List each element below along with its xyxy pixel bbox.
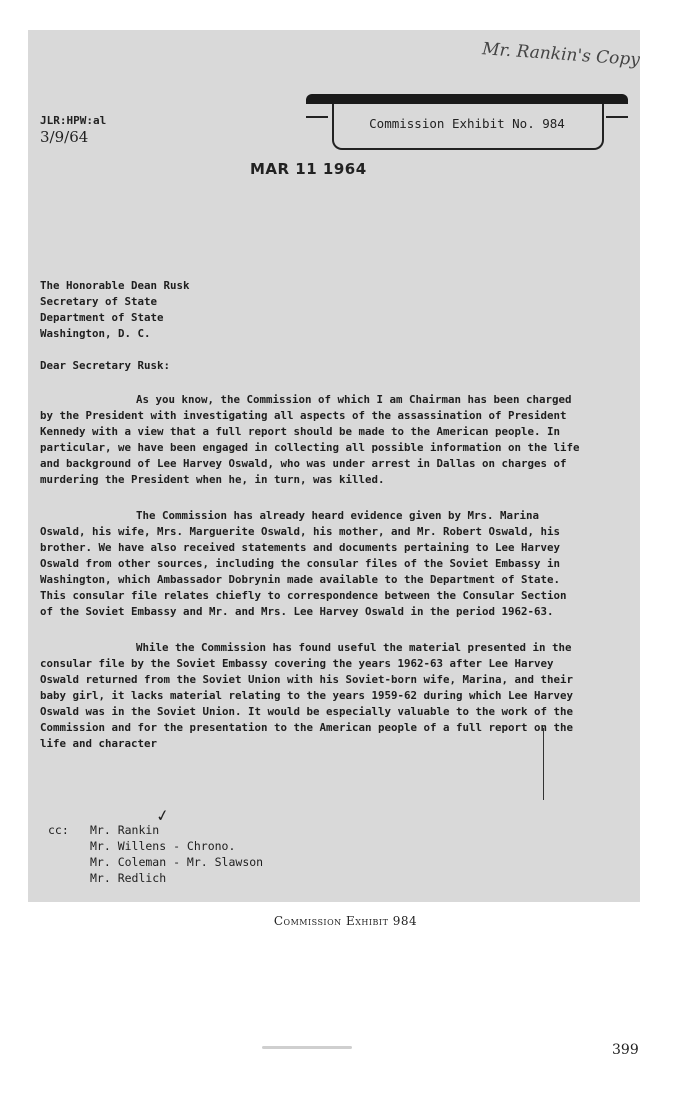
cc-row [48,870,263,886]
exhibit-tab [306,94,628,152]
exhibit-tab-left-tick [306,116,328,118]
scanned-document [28,30,640,902]
cc-spacer [48,838,90,854]
margin-mark [543,728,544,800]
exhibit-tab-label: Commission Exhibit No. 984 [369,116,565,131]
cc-recipient: Mr. Coleman - Mr. Slawson [90,855,264,869]
reference-block [40,112,106,146]
exhibit-tab-bar [306,94,628,104]
handwritten-note: Mr. Rankin's Copy [481,39,640,71]
addressee-line: The Honorable Dean Rusk [40,279,190,292]
cc-recipient: Mr. Redlich [90,871,167,885]
addressee-line: Washington, D. C. [40,327,151,340]
addressee-line: Department of State [40,311,164,324]
cc-row [48,822,263,838]
letter-body [40,278,580,752]
cc-recipient: Mr. Willens - Chrono. [90,839,236,853]
salutation: Dear Secretary Rusk: [40,359,171,372]
cc-spacer [48,870,90,886]
cc-label: cc: [48,823,69,837]
received-date-stamp: MAR 11 1964 [250,160,367,178]
exhibit-caption: Commission Exhibit 984 [273,914,418,928]
cc-row [48,854,263,870]
reference-date: 3/9/64 [40,128,89,146]
cc-recipient: Mr. Rankin [90,823,160,837]
cc-list [48,822,263,886]
reference-initials: JLR:HPW:al [40,114,107,127]
body-paragraph: The Commission has already heard evidence given by Mrs. Marina Oswald, his wife, Mrs. Marguerite Oswald, his mother, and Mr. Robert Oswald, his brother. We have also received statements and documents pertaining to Lee Harvey Oswald from other sources, including the consular files of the Soviet Embassy in Washington, which Ambassador Dobrynin made available to the Department of State. This consular file relates chiefly to correspondence between the Consular Section of the Soviet Embassy and Mr. and Mrs. Lee Harvey Oswald in the period 1962-63. [40,509,567,618]
exhibit-tab-right-tick [606,116,628,118]
addressee-line: Secretary of State [40,295,158,308]
page-number: 399 [612,1042,639,1058]
cc-spacer [48,854,90,870]
scan-smudge [262,1046,352,1049]
check-mark-icon: ✓ [154,804,171,827]
cc-row [48,838,263,854]
body-paragraph: As you know, the Commission of which I am Chairman has been charged by the President with investigating all aspects of the assassination of President Kennedy with a view that a full report should be made to the American people. In particular, we have been engaged in collecting all possible information on the life and background of Lee Harvey Oswald, who was under arrest in Dallas on charges of murdering the President when he, in turn, was killed. [40,393,580,486]
body-paragraph: While the Commission has found useful the material presented in the consular file by the Soviet Embassy covering the years 1962-63 after Lee Harvey Oswald returned from the Soviet Union with his Soviet-born wife, Marina, and their baby girl, it lacks material relating to the years 1959-62 during which Lee Harvey Oswald was in the Soviet Union. It would be especially valuable to the work of the Commission and for the presentation to the American people of a full report on the life and character [40,641,574,750]
